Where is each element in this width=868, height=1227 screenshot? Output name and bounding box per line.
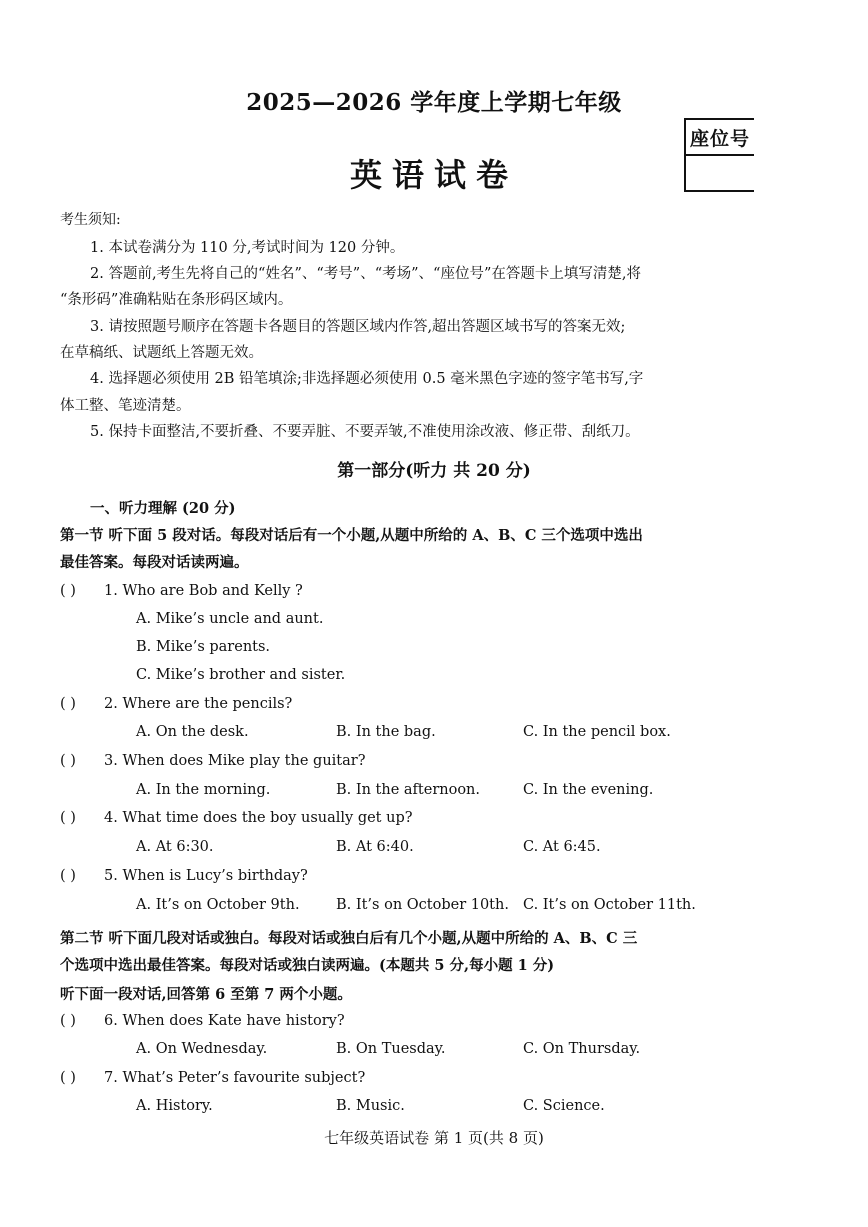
option-a: A. History. — [136, 1098, 213, 1114]
answer-blank[interactable]: ( ) — [60, 868, 76, 884]
notice-line: 5. 保持卡面整洁,不要折叠、不要弄脏、不要弄皱,不准使用涂改液、修正带、刮纸刀。 — [90, 424, 640, 440]
option-a: A. Mike’s uncle and aunt. — [136, 611, 324, 627]
exam-year-title: 2025—2026 学年度上学期七年级 — [246, 89, 622, 116]
notice-line: 体工整、笔迹清楚。 — [60, 398, 191, 414]
answer-blank[interactable]: ( ) — [60, 810, 76, 826]
option-b: B. At 6:40. — [336, 839, 414, 855]
section-one-instruction: 第一节 听下面 5 段对话。每段对话后有一个小题,从题中所给的 A、B、C 三个选项中选出 — [60, 527, 643, 544]
question-text: 6. When does Kate have history? — [104, 1013, 345, 1029]
question-text: 2. Where are the pencils? — [104, 696, 293, 712]
exam-main-title: 英语试卷 — [349, 156, 518, 194]
option-c: C. In the pencil box. — [523, 724, 671, 740]
seat-number-box — [684, 118, 754, 192]
option-c: C. It’s on October 11th. — [523, 897, 696, 913]
option-b: B. Mike’s parents. — [136, 639, 271, 655]
notice-line: 2. 答题前,考生先将自己的“姓名”、“考号”、“考场”、“座位号”在答题卡上填写清楚,将 — [90, 266, 641, 282]
option-c: C. Science. — [523, 1098, 605, 1114]
seat-number-divider — [686, 154, 754, 156]
dialogue-instruction: 听下面一段对话,回答第 6 至第 7 两个小题。 — [60, 986, 352, 1003]
section-two-instruction: 个选项中选出最佳答案。每段对话或独白读两遍。(本题共 5 分,每小题 1 分) — [60, 957, 555, 974]
option-a: A. In the morning. — [136, 782, 271, 798]
question-text: 4. What time does the boy usually get up? — [104, 810, 413, 826]
answer-blank[interactable]: ( ) — [60, 696, 76, 712]
option-b: B. On Tuesday. — [336, 1041, 446, 1057]
notice-line: “条形码”准确粘贴在条形码区域内。 — [60, 292, 293, 308]
answer-blank[interactable]: ( ) — [60, 1070, 76, 1086]
option-c: C. In the evening. — [523, 782, 654, 798]
section-subtitle: 一、听力理解 (20 分) — [90, 500, 236, 517]
option-b: B. In the afternoon. — [336, 782, 481, 798]
question-text: 5. When is Lucy’s birthday? — [104, 868, 308, 884]
notice-line: 3. 请按照题号顺序在答题卡各题目的答题区域内作答,超出答题区域书写的答案无效; — [90, 319, 626, 335]
option-c: C. At 6:45. — [523, 839, 601, 855]
option-a: A. It’s on October 9th. — [136, 897, 300, 913]
question-text: 3. When does Mike play the guitar? — [104, 753, 366, 769]
option-c: C. Mike’s brother and sister. — [136, 667, 346, 683]
option-c: C. On Thursday. — [523, 1041, 641, 1057]
answer-blank[interactable]: ( ) — [60, 753, 76, 769]
option-b: B. In the bag. — [336, 724, 436, 740]
part-one-title: 第一部分(听力 共 20 分) — [337, 461, 531, 481]
question-text: 1. Who are Bob and Kelly ? — [104, 583, 303, 599]
notice-line: 在草稿纸、试题纸上答题无效。 — [60, 345, 263, 361]
notice-line: 1. 本试卷满分为 110 分,考试时间为 120 分钟。 — [90, 240, 405, 256]
option-b: B. It’s on October 10th. — [336, 897, 509, 913]
option-a: A. At 6:30. — [136, 839, 214, 855]
option-a: A. On the desk. — [136, 724, 249, 740]
notice-heading: 考生须知: — [60, 212, 121, 228]
seat-number-label: 座位号 — [690, 128, 751, 150]
option-a: A. On Wednesday. — [136, 1041, 268, 1057]
notice-line: 4. 选择题必须使用 2B 铅笔填涂;非选择题必须使用 0.5 毫米黑色字迹的签字笔书写,字 — [90, 371, 644, 387]
answer-blank[interactable]: ( ) — [60, 583, 76, 599]
answer-blank[interactable]: ( ) — [60, 1013, 76, 1029]
section-one-instruction: 最佳答案。每段对话读两遍。 — [60, 554, 249, 571]
section-two-instruction: 第二节 听下面几段对话或独白。每段对话或独白后有几个小题,从题中所给的 A、B、C 三 — [60, 930, 638, 947]
question-text: 7. What’s Peter’s favourite subject? — [104, 1070, 366, 1086]
page-footer: 七年级英语试卷 第 1 页(共 8 页) — [324, 1129, 544, 1147]
option-b: B. Music. — [336, 1098, 405, 1114]
